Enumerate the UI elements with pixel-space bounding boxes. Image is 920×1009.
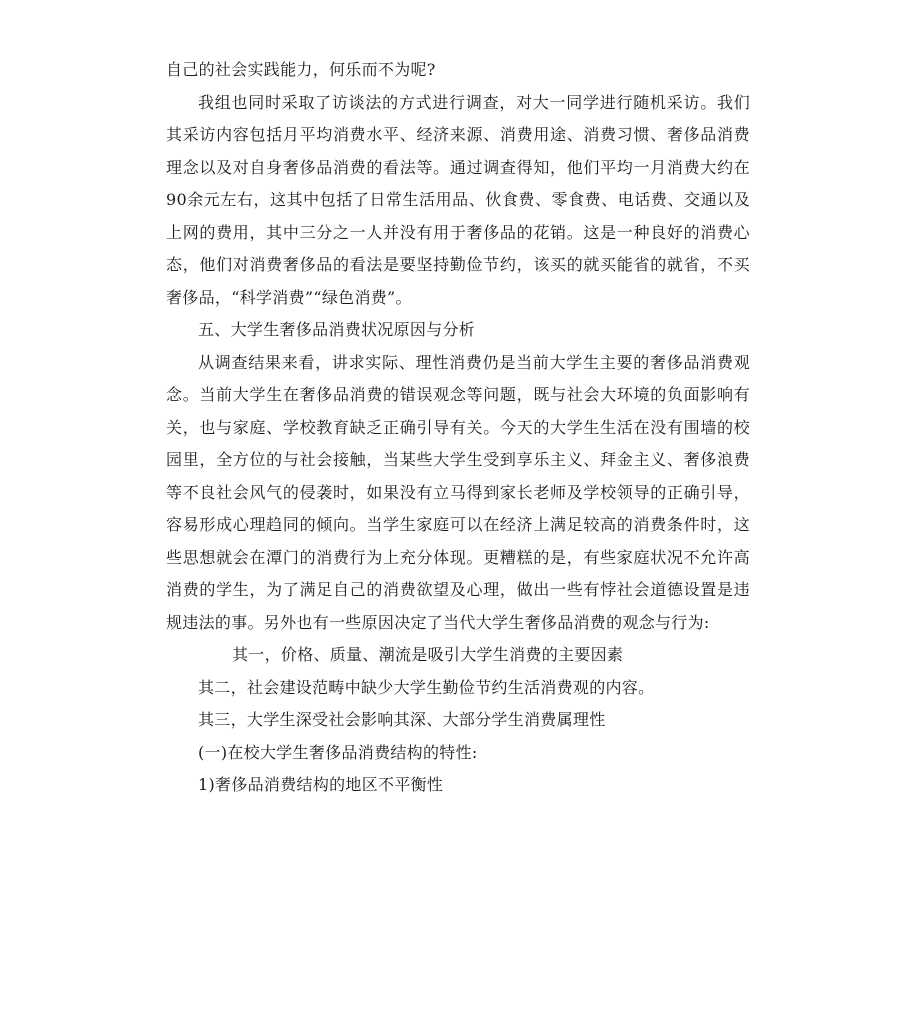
- subheading-consumption-structure: (一)在校大学生奢侈品消费结构的特性:: [198, 742, 478, 762]
- paragraph-closing-sentence: 自己的社会实践能力，何乐而不为呢?: [166, 60, 436, 79]
- section-heading-causes-analysis: 五、大学生奢侈品消费状况原因与分析: [198, 320, 476, 339]
- list-item-reason-two: 其二，社会建设范畴中缺少大学生勤俭节约生活消费观的内容。: [198, 677, 655, 697]
- paragraph-survey-results: 从调查结果来看，讲求实际、理性消费仍是当前大学生主要的奢侈品消费观念。当前大学生在奢侈品消费的错误观念等问题，既与社会大环境的负面影响有关，也与家庭、学校教育缺乏正确引导有关。今天的大学生生活在没有围墙的校园里，全方位的与社会接触，当某些大学生受到享乐主义、拜金主义、奢侈浪费等不良社会风气的侵袭时，如果没有立马得到家长老师及学校领导的正确引导，容易形成心理趋同的倾向。当学生家庭可以在经济上满足较高的消费条件时，这些思想就会在潭门的消费行为上充分体现。更糟糕的是，有些家庭状况不允许高消费的学生，为了满足自己的消费欲望及心理，做出一些有悖社会道德设置是违规违法的事。另外也有一些原因决定了当代大学生奢侈品消费的观念与行为:: [166, 352, 750, 632]
- list-item-reason-three: 其三，大学生深受社会影响其深、大部分学生消费属理性: [198, 710, 606, 729]
- subheading-regional-imbalance: 1)奢侈品消费结构的地区不平衡性: [198, 775, 444, 794]
- document-body: [166, 54, 750, 802]
- paragraph-interview-method: 我组也同时采取了访谈法的方式进行调查，对大一同学进行随机采访。我们其采访内容包括月平均消费水平、经济来源、消费用途、消费习惯、奢侈品消费理念以及对自身奢侈品消费的看法等。通过调查得知，他们平均一月消费大约在90余元左右，这其中包括了日常生活用品、伙食费、零食费、电话费、交通以及上网的费用，其中三分之一人并没有用于奢侈品的花销。这是一种良好的消费心态，他们对消费奢侈品的看法是要坚持勤俭节约，该买的就买能省的就省，不买奢侈品，“科学消费”“绿色消费”。: [166, 92, 750, 307]
- list-item-reason-one: 其一，价格、质量、潮流是吸引大学生消费的主要因素: [232, 645, 624, 664]
